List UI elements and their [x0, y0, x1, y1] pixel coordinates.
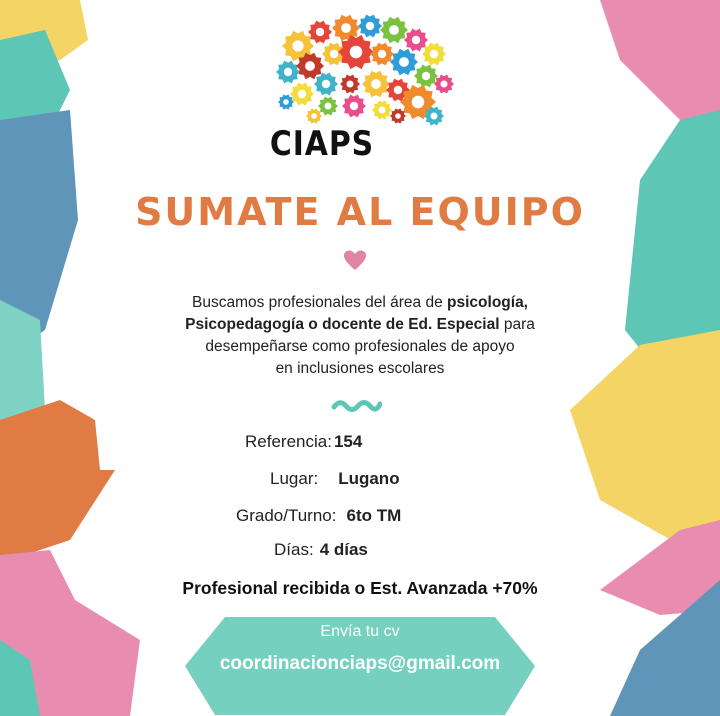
- contact-banner: [185, 617, 535, 715]
- description-line1-bold: psicología,: [447, 294, 528, 311]
- gear-hole: [412, 36, 420, 44]
- referencia-label: Referencia:: [245, 432, 332, 451]
- gear-hole: [430, 50, 438, 58]
- gear-hole: [284, 68, 292, 76]
- gear-hole: [431, 113, 438, 120]
- description-line2-bold: Psicopedagogía o docente de Ed. Especial: [185, 316, 500, 333]
- gear-hole: [305, 61, 315, 71]
- detail-grado-turno: [236, 506, 401, 526]
- referencia-value: 154: [333, 432, 363, 451]
- dias-label: Días:: [274, 540, 314, 559]
- requirement-text: Profesional recibida o Est. Avanzada +70%: [182, 578, 538, 598]
- yellow-shape-right: [570, 330, 720, 560]
- gear-hole: [441, 81, 448, 88]
- headline: SUMATE AL EQUIPO: [135, 190, 585, 234]
- gear-hole: [394, 86, 402, 94]
- wave-divider-icon: [330, 396, 382, 414]
- gear-hole: [399, 57, 409, 67]
- gear-hole: [412, 96, 425, 109]
- job-description: [150, 292, 570, 380]
- gear-hole: [316, 28, 324, 36]
- heart-icon: [343, 249, 367, 271]
- gear-hole: [422, 72, 430, 80]
- gear-hole: [283, 99, 289, 105]
- gear-hole: [298, 90, 306, 98]
- orange-arrow-left: [0, 400, 115, 560]
- grado-turno-label: Grado/Turno:: [236, 506, 337, 525]
- gear-hole: [379, 107, 386, 114]
- description-line1: Buscamos profesionales del área de: [191, 294, 448, 311]
- description-line3: desempeñarse como profesionales de apoyo: [205, 338, 515, 355]
- grado-turno-value: 6to TM: [346, 506, 402, 525]
- gear-hole: [322, 80, 330, 88]
- lugar-label: Lugar:: [270, 469, 319, 488]
- gear-hole: [350, 102, 358, 110]
- gear-hole: [395, 113, 401, 119]
- gear-hole: [350, 46, 363, 59]
- gear-hole: [347, 81, 354, 88]
- contact-email-link[interactable]: coordinacionciaps@gmail.com: [219, 653, 501, 674]
- dias-value: 4 días: [319, 540, 368, 559]
- gear-hole: [371, 79, 381, 89]
- description-line4: en inclusiones escolares: [275, 360, 445, 377]
- detail-dias: [274, 540, 368, 560]
- brand-name: CIAPS: [269, 124, 375, 164]
- lugar-value: Lugano: [338, 469, 400, 488]
- detail-lugar: [270, 469, 400, 489]
- gear-hole: [366, 22, 374, 30]
- gear-hole: [330, 50, 338, 58]
- description-line2: para: [499, 316, 535, 333]
- gear-hole: [389, 25, 399, 35]
- gear-hole: [378, 50, 386, 58]
- gear-hole: [292, 40, 303, 51]
- contact-label: Envía tu cv: [320, 623, 400, 640]
- gear-hole: [311, 113, 317, 119]
- detail-referencia: [245, 432, 362, 452]
- gear-hole: [341, 23, 351, 33]
- brain-gears-logo: [258, 6, 464, 136]
- gear-hole: [325, 103, 332, 110]
